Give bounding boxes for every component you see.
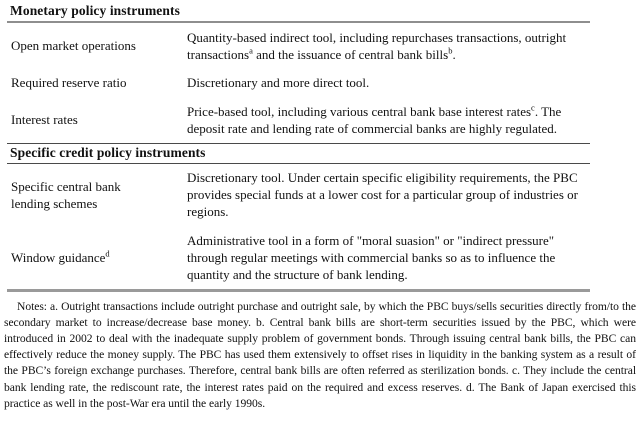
rule-table-bottom (7, 289, 590, 292)
table-row (7, 226, 590, 289)
table-row (7, 23, 590, 69)
policy-table (7, 2, 590, 292)
term-cell: Window guidance$^d$ (11, 248, 110, 265)
table-row (7, 97, 590, 143)
section-header-credit: Specific credit policy instruments (10, 144, 206, 160)
section-header-monetary: Monetary policy instruments (10, 3, 180, 18)
term-cell: Open market operations (11, 38, 136, 53)
description-cell: Discretionary and more direct tool. (187, 75, 370, 90)
description-cell: Quantity-based indirect tool, including repurchases transactions, outright transactions$^a$ and the issuance of central bank bills$^b$. (187, 29, 567, 62)
table-row (7, 69, 590, 98)
description-cell: Price-based tool, including various central bank base interest rates$^c$. The deposit rate and lending rate of commercial banks are highly regulated. (187, 102, 562, 136)
notes-paragraph: Notes: a. Outright transactions include outright purchase and outright sale, by which the PBC buys/sells securities directly from/to the secondary market to increase/decrease base money. b. Central bank bills are short-term securities issued by the PBC, which were introduced in 2002 to deal with the inadequate supply problem of government bonds. Through issuing central bank bills, the PBC can effectively reduce the money supply. The PBC has used them extensively to offset rises in liquidity in the banking system as a result of the PBC’s foreign exchange purchases. Therefore, central bank bills are often referred as sterilization bonds. c. They include the central bank lending rate, the rediscount rate, the interest rates paid on the required and excess reserves. d. The Bank of Japan exercised this practice as well in the post-War era until the early 1990s. (4, 299, 636, 410)
term-cell: Interest rates (11, 112, 78, 127)
table-row (7, 164, 590, 227)
term-cell: Required reserve ratio (11, 75, 127, 90)
description-cell: Discretionary tool. Under certain specific eligibility requirements, the PBC provides special funds at a lower cost for a particular group of industries or regions. (187, 170, 578, 219)
description-cell: Administrative tool in a form of "moral suasion" or "indirect pressure" through regular meetings with commercial banks so as to influence the quantity and the structure of bank lending. (187, 232, 556, 282)
term-cell: Specific central bank lending schemes (11, 178, 121, 211)
